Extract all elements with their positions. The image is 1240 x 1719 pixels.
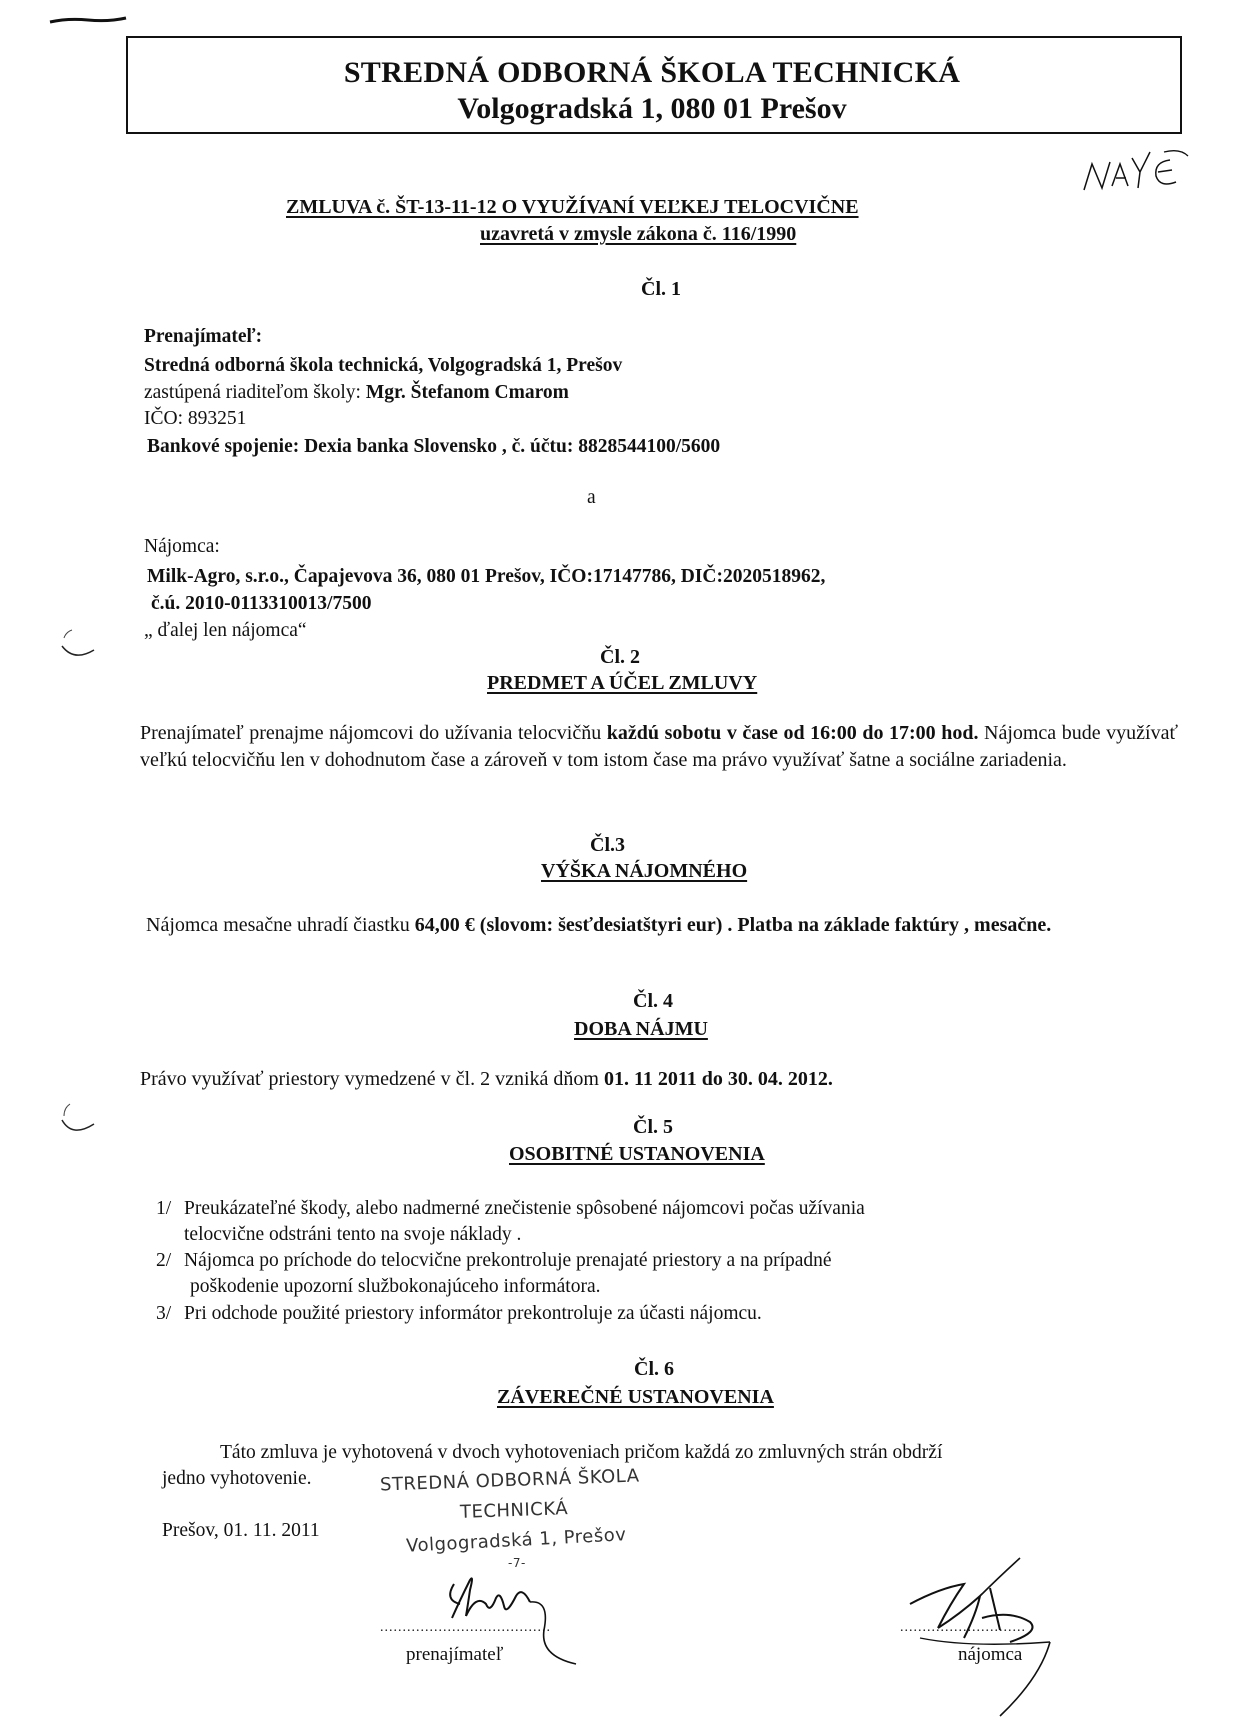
tenant-label: nájomca — [958, 1644, 1023, 1665]
article-6-text-line-2: jedno vyhotovenie. — [162, 1468, 312, 1489]
article-5-item-2-num: 2/ — [156, 1250, 172, 1271]
contract-subtitle: uzavretá v zmysle zákona č. 116/1990 — [480, 223, 797, 245]
signing-place-date: Prešov, 01. 11. 2011 — [162, 1520, 320, 1541]
article-4-text — [140, 1068, 833, 1091]
corner-mark-icon — [48, 12, 128, 26]
article-5-title: OSOBITNÉ USTANOVENIA — [509, 1143, 765, 1165]
stamp-line-3: Volgogradská 1, Prešov — [405, 1524, 627, 1557]
article-3-text-plain: Nájomca mesačne uhradí čiastku — [146, 914, 415, 936]
article-3-text — [140, 912, 1178, 939]
article-5-item-1-line-1: Preukázateľné škody, alebo nadmerné znečistenie spôsobené nájomcovi počas užívania — [184, 1198, 865, 1219]
article-1-label: Čl. 1 — [641, 278, 681, 300]
school-name: STREDNÁ ODBORNÁ ŠKOLA TECHNICKÁ — [343, 56, 961, 89]
article-3-label: Čl.3 — [590, 834, 625, 856]
punch-hole-mark-icon — [56, 622, 100, 662]
handwritten-note — [1080, 142, 1190, 202]
lessor-ico: IČO: 893251 — [144, 408, 247, 429]
article-5-item-2-line-1: Nájomca po príchode do telocvične prekontroluje prenajaté priestory a na prípadné — [184, 1250, 832, 1271]
stamp-line-1: STREDNÁ ODBORNÁ ŠKOLA — [379, 1465, 640, 1496]
stamp-line-4: -7- — [508, 1556, 526, 1570]
article-5-item-1-num: 1/ — [156, 1198, 172, 1219]
school-address: Volgogradská 1, 080 01 Prešov — [457, 92, 847, 125]
tenant-dotted-line: ............................ — [900, 1620, 1026, 1635]
article-2-text-rest: Nájomca bude využívať veľkú telocvičňu len v dohodnutom čase a zároveň v tom istom čase ma právo využívať šatne a sociálne zariadenia. — [140, 722, 1179, 771]
article-4-title: DOBA NÁJMU — [574, 1018, 708, 1040]
article-3-title: VÝŠKA NÁJOMNÉHO — [541, 860, 748, 882]
stamp-line-2: TECHNICKÁ — [459, 1498, 569, 1523]
article-5-label: Čl. 5 — [633, 1116, 673, 1138]
tenant-heading: Nájomca: — [144, 536, 220, 557]
lessor-dotted-line: ...................................... — [380, 1620, 551, 1635]
article-4-text-bold: 01. 11 2011 do 30. 04. 2012. — [603, 1068, 833, 1090]
article-2-text-bold: každú sobotu v čase od 16:00 do 17:00 hod. — [606, 722, 979, 744]
tenant-alias: „ ďalej len nájomca“ — [144, 620, 307, 641]
article-6-text-line-1: Táto zmluva je vyhotovená v dvoch vyhotoveniach pričom každá zo zmluvných strán obdrží — [220, 1442, 943, 1463]
contract-title: ZMLUVA č. ŠT-13-11-12 O VYUŽÍVANÍ VEĽKEJ TELOCVIČNE — [286, 196, 859, 218]
article-6-title: ZÁVEREČNÉ USTANOVENIA — [497, 1386, 774, 1408]
conjunction-and: a — [587, 487, 596, 508]
lessor-name: Stredná odborná škola technická, Volgogradská 1, Prešov — [144, 355, 623, 376]
article-5-item-1-line-2: telocvične odstráni tento na svoje náklady . — [184, 1224, 522, 1245]
represented-prefix: zastúpená riaditeľom školy: — [144, 382, 366, 403]
tenant-line-2: č.ú. 2010-0113310013/7500 — [151, 593, 372, 614]
lessor-bank: Bankové spojenie: Dexia banka Slovensko , č. účtu: 8828544100/5600 — [147, 436, 721, 457]
article-4-label: Čl. 4 — [633, 990, 673, 1012]
article-6-label: Čl. 6 — [634, 1358, 674, 1380]
article-3-text-bold: 64,00 € (slovom: šesťdesiatštyri eur) . Platba na základe faktúry , mesačne. — [414, 914, 1052, 936]
punch-hole-mark-icon — [56, 1098, 100, 1142]
article-4-text-plain: Právo využívať priestory vymedzené v čl. 2 vzniká dňom — [140, 1068, 604, 1090]
lessor-label: prenajímateľ — [406, 1644, 504, 1665]
lessor-heading: Prenajímateľ: — [144, 326, 263, 347]
article-2-text-plain: Prenajímateľ prenajme nájomcovi do užívania telocvičňu — [140, 722, 607, 744]
represented-name: Mgr. Štefanom Cmarom — [365, 382, 569, 403]
lessor-representative — [144, 382, 569, 404]
article-2-label: Čl. 2 — [600, 646, 640, 668]
article-2-text — [140, 720, 1178, 774]
article-2-title: PREDMET A ÚČEL ZMLUVY — [487, 672, 758, 694]
article-5-item-3-num: 3/ — [156, 1303, 172, 1324]
tenant-line-1: Milk-Agro, s.r.o., Čapajevova 36, 080 01 Prešov, IČO:17147786, DIČ:2020518962, — [147, 566, 826, 587]
article-5-item-3-line-1: Pri odchode použité priestory informátor prekontroluje za účasti nájomcu. — [184, 1303, 762, 1324]
article-5-item-2-line-2: poškodenie upozorní službokonajúceho informátora. — [190, 1276, 601, 1297]
